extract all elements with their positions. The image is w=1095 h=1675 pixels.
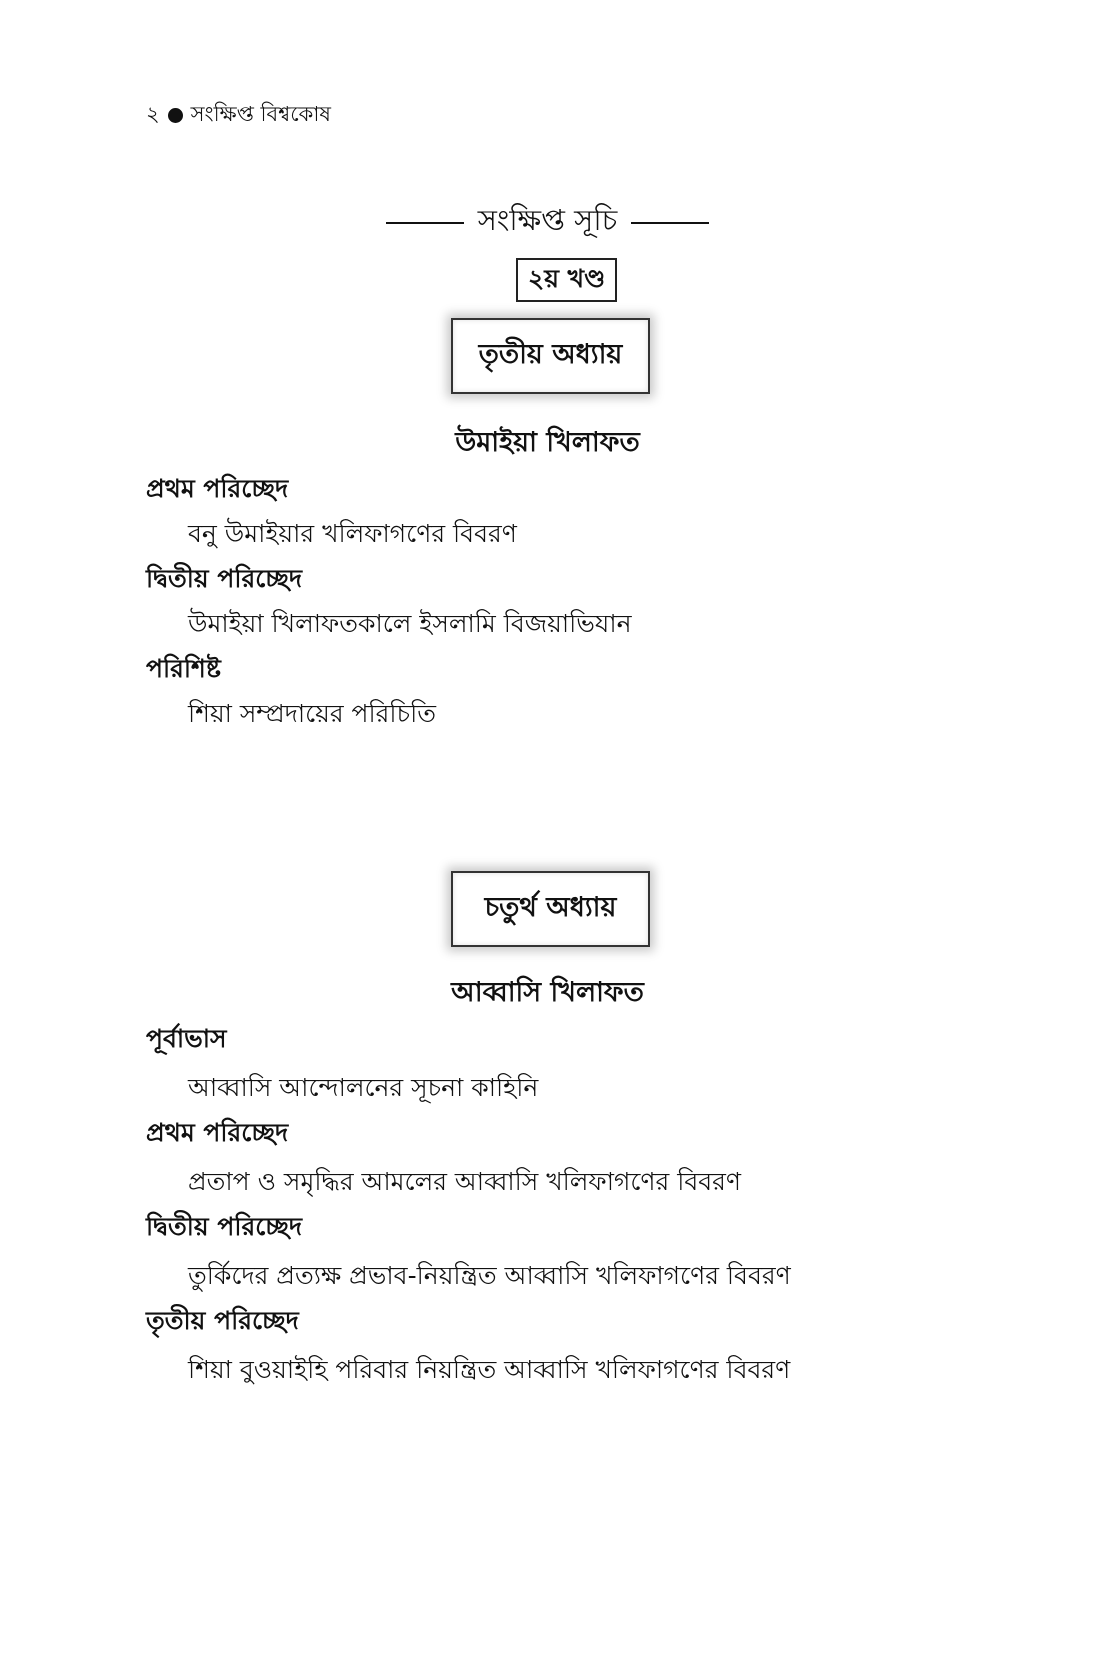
section-heading: পূর্বাভাস <box>146 1024 227 1053</box>
contents-title: সংক্ষিপ্ত সূচি <box>477 203 618 237</box>
left-rule <box>386 222 464 224</box>
chapter-label: চতুর্থ অধ্যায় <box>484 891 617 923</box>
bullet-dot-icon <box>168 108 183 123</box>
section-item: প্রতাপ ও সমৃদ্ধির আমলের আব্বাসি খলিফাগণের বিবরণ <box>188 1167 742 1196</box>
section-heading: দ্বিতীয় পরিচ্ছেদ <box>146 564 303 593</box>
section-item: শিয়া বুওয়াইহি পরিবার নিয়ন্ত্রিত আব্বাসি খলিফাগণের বিবরণ <box>188 1355 791 1384</box>
page-number: ২ <box>146 102 160 126</box>
section-item: উমাইয়া খিলাফতকালে ইসলামি বিজয়াভিযান <box>188 609 632 638</box>
running-header <box>146 98 331 133</box>
volume-label: ২য় খণ্ড <box>516 258 617 302</box>
section-heading: প্রথম পরিচ্ছেদ <box>146 474 289 503</box>
section-item: তুর্কিদের প্রত্যক্ষ প্রভাব-নিয়ন্ত্রিত আব্বাসি খলিফাগণের বিবরণ <box>188 1261 791 1290</box>
chapter-sections <box>146 472 632 730</box>
section-heading: পরিশিষ্ট <box>146 654 221 683</box>
chapter-label: তৃতীয় অধ্যায় <box>478 338 623 370</box>
chapter-title: উমাইয়া খিলাফত <box>455 427 640 458</box>
section-heading: দ্বিতীয় পরিচ্ছেদ <box>146 1212 303 1241</box>
book-title: সংক্ষিপ্ত বিশ্বকোষ <box>190 102 332 126</box>
right-rule <box>631 222 709 224</box>
section-heading: প্রথম পরিচ্ছেদ <box>146 1118 289 1147</box>
section-item: শিয়া সম্প্রদায়ের পরিচিতি <box>188 699 436 728</box>
chapter-label-box <box>451 871 650 947</box>
chapter-title: আব্বাসি খিলাফত <box>451 977 644 1008</box>
section-item: আব্বাসি আন্দোলনের সূচনা কাহিনি <box>188 1073 539 1102</box>
chapter-sections <box>146 1022 791 1386</box>
chapter-label-box <box>451 318 650 394</box>
section-item: বনু উমাইয়ার খলিফাগণের বিবরণ <box>188 519 517 548</box>
section-heading: তৃতীয় পরিচ্ছেদ <box>146 1306 299 1335</box>
contents-heading <box>0 198 1095 247</box>
